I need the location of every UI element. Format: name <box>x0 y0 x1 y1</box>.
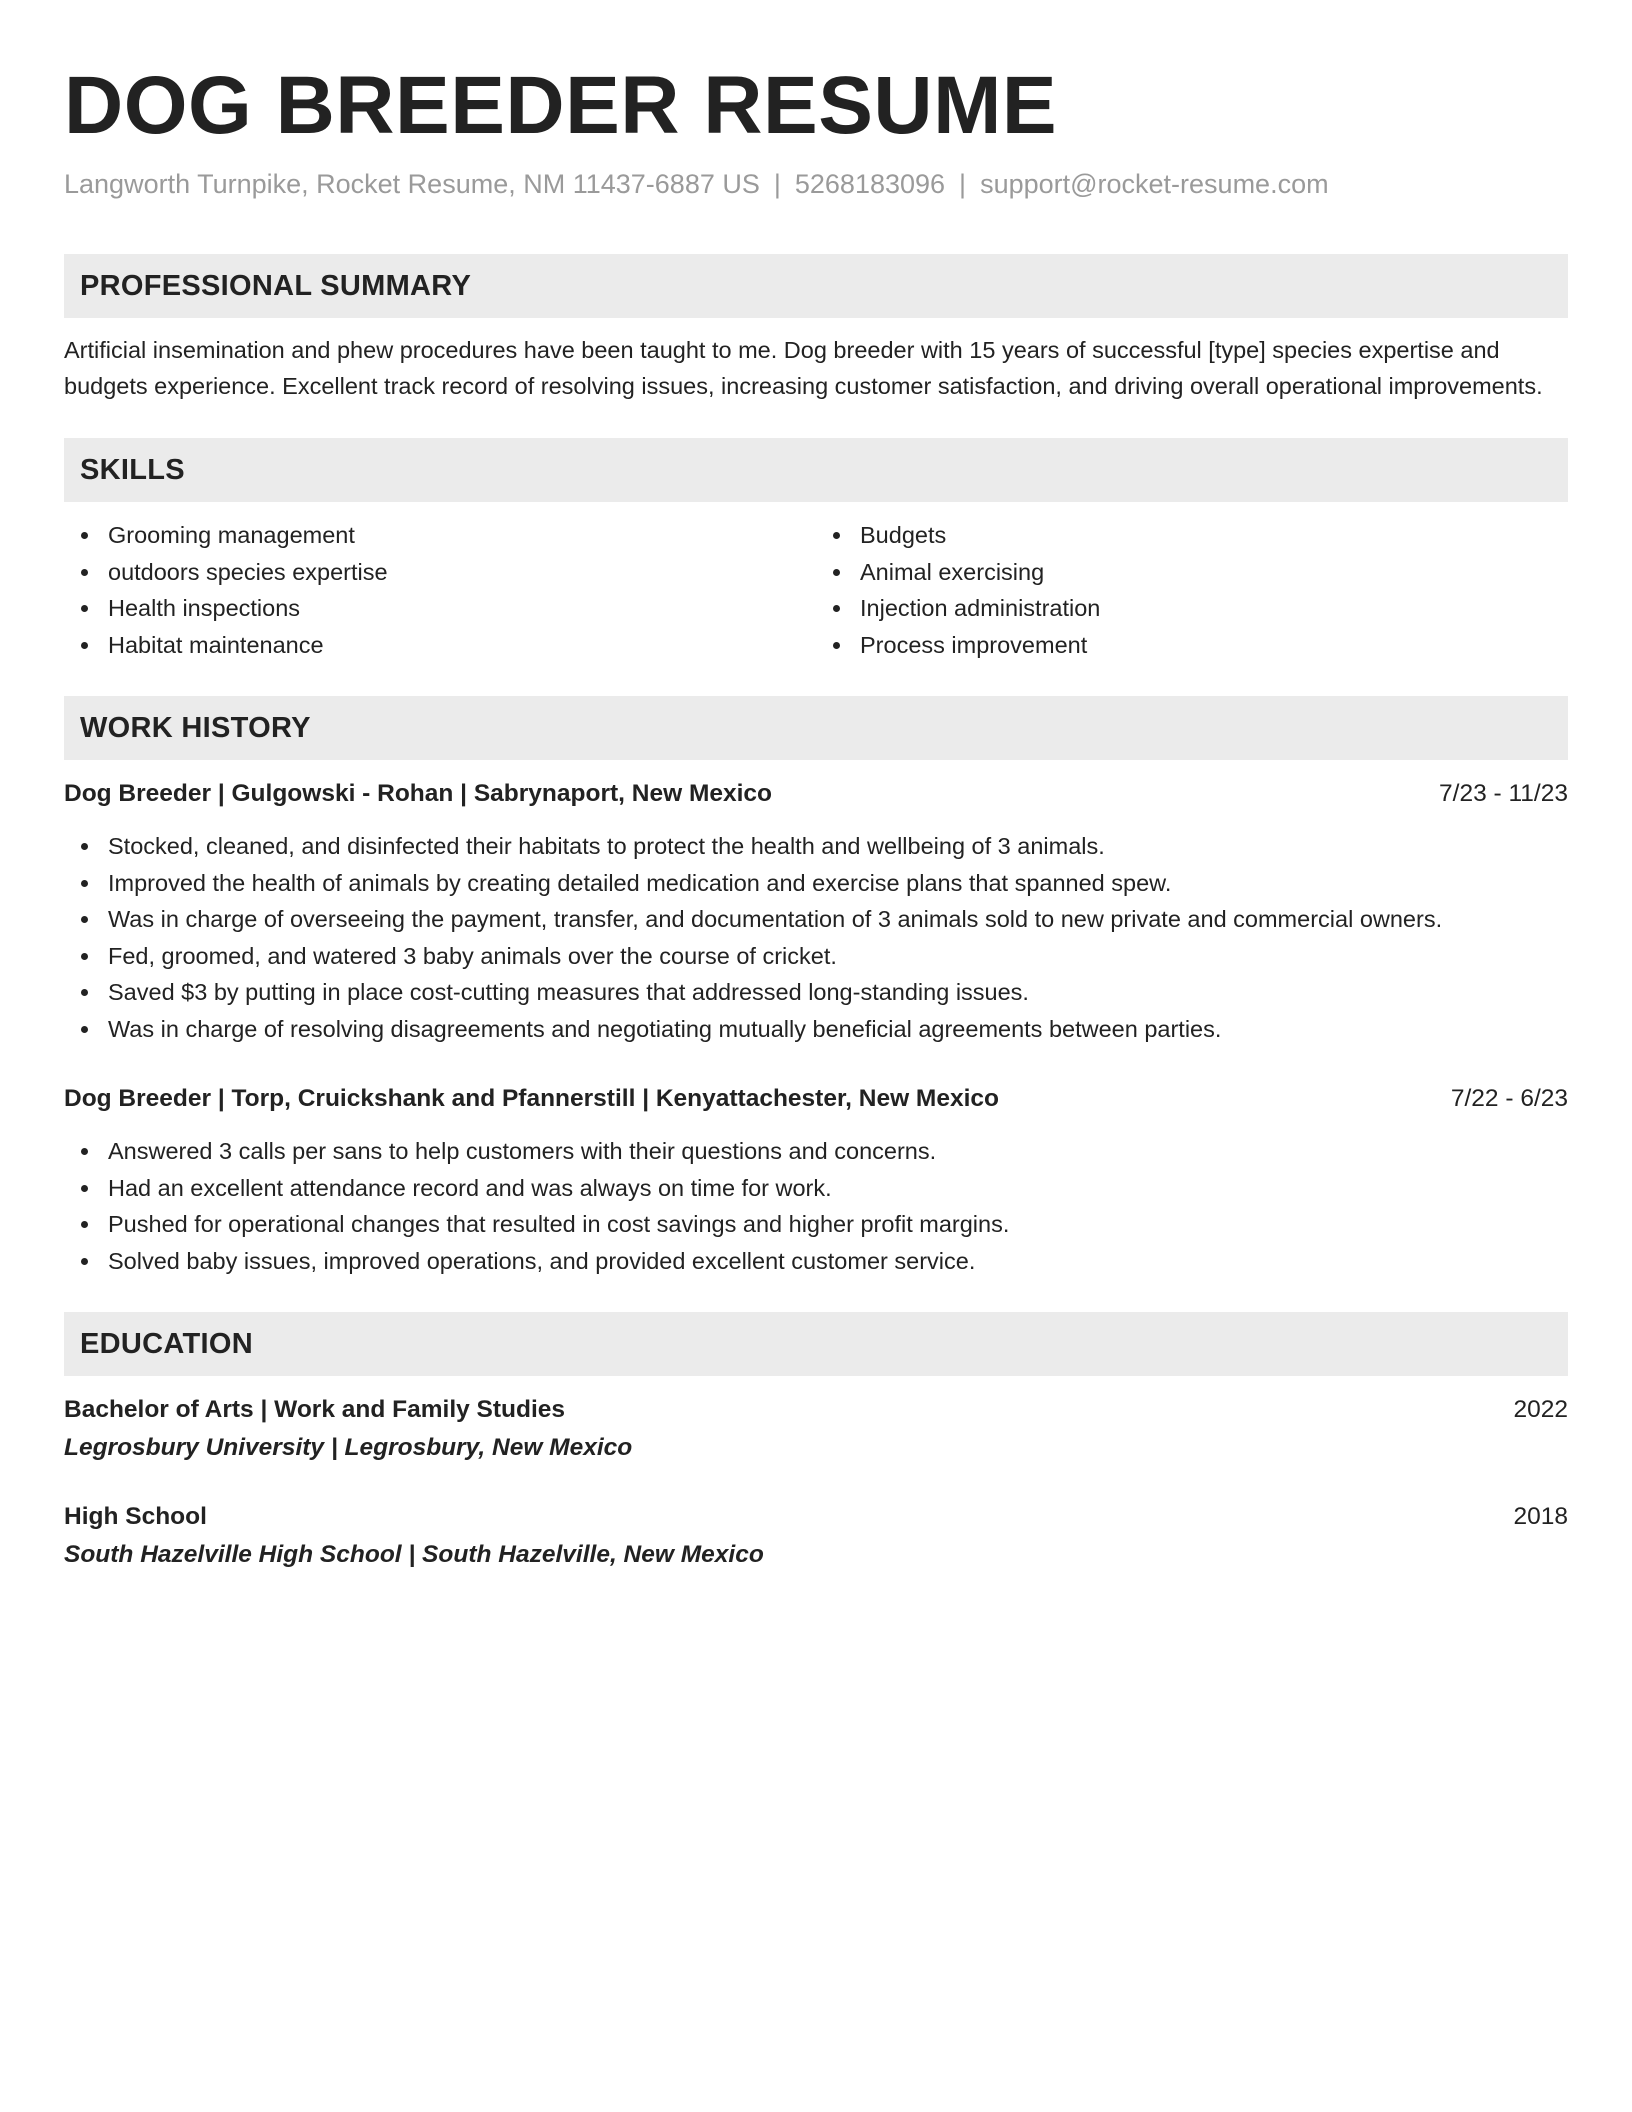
skills-column-left <box>64 517 816 663</box>
job-bullet: Fed, groomed, and watered 3 baby animals over the course of cricket. <box>64 938 1568 975</box>
education-school: Legrosbury University | Legrosbury, New Mexico <box>64 1434 633 1461</box>
job-entry <box>64 1081 1568 1279</box>
job-header <box>64 1081 1568 1117</box>
contact-separator: | <box>959 169 967 199</box>
skill-item: Budgets <box>816 517 1568 554</box>
skill-item: Injection administration <box>816 590 1568 627</box>
summary-heading: PROFESSIONAL SUMMARY <box>64 254 1568 318</box>
contact-phone: 5268183096 <box>794 169 946 199</box>
resume-title: DOG BREEDER RESUME <box>64 60 1058 151</box>
education-header <box>64 1499 1568 1535</box>
work-history-heading: WORK HISTORY <box>64 696 1568 760</box>
job-bullet: Improved the health of animals by creating detailed medication and exercise plans that spanned spew. <box>64 865 1568 902</box>
skills-heading: SKILLS <box>64 438 1568 502</box>
contact-address: Langworth Turnpike, Rocket Resume, NM 11437-6887 US <box>64 169 760 199</box>
contact-line <box>64 166 1568 202</box>
job-bullet: Saved $3 by putting in place cost-cutting measures that addressed long-standing issues. <box>64 974 1568 1011</box>
education-entry <box>64 1499 1568 1573</box>
skill-item: Grooming management <box>64 517 816 554</box>
job-bullet: Was in charge of overseeing the payment, transfer, and documentation of 3 animals sold to new private and commercial owners. <box>64 901 1568 938</box>
education-entry <box>64 1392 1568 1466</box>
job-dates: 7/22 - 6/23 <box>1450 1085 1568 1112</box>
skill-item: outdoors species expertise <box>64 554 816 591</box>
contact-separator: | <box>773 169 781 199</box>
job-bullet-list <box>64 1133 1568 1279</box>
job-bullet: Answered 3 calls per sans to help customers with their questions and concerns. <box>64 1133 1568 1170</box>
education-year: 2022 <box>1513 1396 1568 1423</box>
skill-item: Process improvement <box>816 627 1568 664</box>
education-year: 2018 <box>1513 1503 1568 1530</box>
job-bullet: Had an excellent attendance record and was always on time for work. <box>64 1170 1568 1207</box>
job-header <box>64 776 1568 812</box>
skills-column-right <box>816 517 1568 663</box>
education-heading: EDUCATION <box>64 1312 1568 1376</box>
skill-item: Health inspections <box>64 590 816 627</box>
contact-email: support@rocket-resume.com <box>980 169 1329 199</box>
job-bullet: Stocked, cleaned, and disinfected their habitats to protect the health and wellbeing of 3 animals. <box>64 828 1568 865</box>
education-degree: High School <box>64 1503 207 1530</box>
job-entry <box>64 776 1568 1047</box>
job-dates: 7/23 - 11/23 <box>1439 780 1568 807</box>
education-degree: Bachelor of Arts | Work and Family Studies <box>64 1396 566 1423</box>
skills-list <box>64 517 1568 663</box>
job-bullet: Solved baby issues, improved operations, and provided excellent customer service. <box>64 1243 1568 1280</box>
job-bullet-list <box>64 828 1568 1047</box>
education-school: South Hazelville High School | South Hazelville, New Mexico <box>64 1541 764 1568</box>
skill-item: Animal exercising <box>816 554 1568 591</box>
job-bullet: Pushed for operational changes that resulted in cost savings and higher profit margins. <box>64 1206 1568 1243</box>
job-title: Dog Breeder | Torp, Cruickshank and Pfannerstill | Kenyattachester, New Mexico <box>64 1085 999 1112</box>
skill-item: Habitat maintenance <box>64 627 816 664</box>
job-bullet: Was in charge of resolving disagreements and negotiating mutually beneficial agreements between parties. <box>64 1011 1568 1048</box>
summary-text: Artificial insemination and phew procedures have been taught to me. Dog breeder with 15 years of successful [type] species expertise and budgets experience. Excellent track record of resolving issues, increasing customer satisfaction, and driving overall operational improvements. <box>64 337 1543 399</box>
education-header <box>64 1392 1568 1428</box>
job-title: Dog Breeder | Gulgowski - Rohan | Sabrynaport, New Mexico <box>64 780 772 807</box>
